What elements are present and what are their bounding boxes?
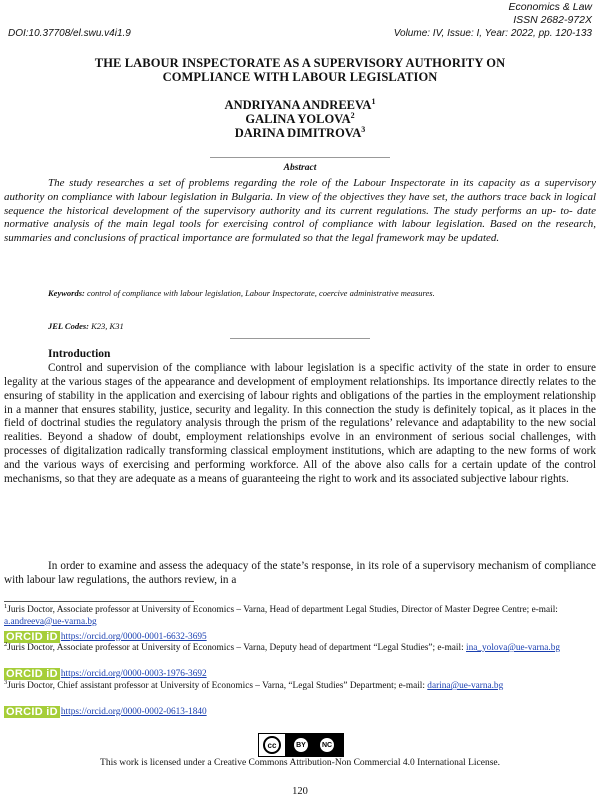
orcid-link[interactable]: https://orcid.org/0000-0001-6632-3695 <box>60 631 207 642</box>
article-title-line2: COMPLIANCE WITH LABOUR LEGISLATION <box>162 70 438 84</box>
cc-icon: cc <box>263 736 281 754</box>
author-1: ANDRIYANA ANDREEVA$^1$ <box>224 96 376 112</box>
keywords <box>4 287 596 299</box>
jel-label: JEL Codes: <box>48 321 90 331</box>
page-number: 120 <box>292 786 308 797</box>
body-paragraph-2: In order to examine and assess the adequacy of the state’s response, in its role of a supervisory mechanism of compliance with labour law regulations, the authors review, in a <box>4 560 596 586</box>
orcid-link[interactable]: https://orcid.org/0000-0003-1976-3692 <box>60 668 207 679</box>
introduction-heading: Introduction <box>48 348 111 360</box>
section-divider <box>230 338 370 339</box>
keywords-label: Keywords: <box>48 288 85 298</box>
author-list <box>0 98 600 140</box>
orcid-row-3 <box>4 706 207 718</box>
article-title <box>20 56 580 84</box>
keywords-text: control of compliance with labour legislation, Labour Inspectorate, coercive administrative measures. <box>86 288 435 298</box>
license-text: This work is licensed under a Creative Commons Attribution-Non Commercial 4.0 International License. <box>100 758 500 768</box>
journal-name: Economics & Law <box>508 1 592 13</box>
noncommercial-icon: NC <box>320 738 334 752</box>
author-3: DARINA DIMITROVA$^3$ <box>234 124 366 140</box>
creative-commons-logo[interactable] <box>258 733 344 757</box>
orcid-badge-icon: ORCID iD <box>6 668 58 680</box>
abstract-divider <box>210 157 390 158</box>
journal-volume: Volume: IV, Issue: I, Year: 2022, pp. 120-133 <box>393 28 592 39</box>
footnote-2: $^2$Juris Doctor, Associate professor at University of Economics – Varna, Deputy head of department “Legal Studies”; e-mail: ina_yolova@ue-varna.bg <box>4 640 561 653</box>
orcid-row-2 <box>4 668 207 680</box>
jel-codes <box>48 321 124 331</box>
footnote-1: $^1$Juris Doctor, Associate professor at University of Economics – Varna, Head of department Legal Studies, Director of Master Degree Centre; e-mail: a.andreeva@ue-varna.bg <box>4 602 558 627</box>
jel-text: K23, K31 <box>91 321 124 331</box>
orcid-badge-icon: ORCID iD <box>6 631 58 643</box>
article-title-line1: THE LABOUR INSPECTORATE AS A SUPERVISORY AUTHORITY ON <box>94 56 506 70</box>
email-link[interactable]: ina_yolova@ue-varna.bg <box>466 643 561 653</box>
body-paragraph-1: Control and supervision of the compliance with labour legislation is a specific activity of the state in order to ensure legality at the various stages of the appearance and development of employment relationships. Its importance directly relates to the ensuring of stability in the application and exercising of labour rights and obligations of the parties in the employment relationship in a manner that ensures stability, justice, security and legality. In this connection the study is definitely topical, as it places in the field of doctrinal studies the regulatory analysis through the prism of the regulations’ relevance and adaptability to the new social realities. Beyond a shadow of doubt, employment relationships evolve in an environment of serious social challenges, with processes of digitalization radically transforming classical employment institutions, which are adapting to the new forms of work and the various ways of exercising and performing workforce. All of the above also calls for a certain update of the control mechanisms, so that they are adequate as a means of guaranteeing the right to work and its associated subjective labour rights. <box>4 362 596 485</box>
email-link[interactable]: darina@ue-varna.bg <box>427 681 504 691</box>
attribution-icon: BY <box>294 738 308 752</box>
footnote-divider <box>4 601 194 602</box>
article-doi: DOI:10.37708/el.swu.v4i1.9 <box>8 28 131 39</box>
orcid-row-1 <box>4 631 207 643</box>
journal-issn: ISSN 2682-972X <box>513 14 592 26</box>
author-2: GALINA YOLOVA$^2$ <box>245 110 355 126</box>
email-link[interactable]: a.andreeva@ue-varna.bg <box>4 616 97 627</box>
abstract-text: The study researches a set of problems regarding the role of the Labour Inspectorate in its capacity as a supervisory authority on compliance with labour legislation in Bulgaria. In view of the objectives they have set, the authors trace back in logical sequence the historical development of the supervisory authority and its current regulations. The study performs an up- to- date normative analysis of the main legal tools for exercising control of compliance with labour legislation. Based on the research, summaries and conclusions of practical importance are formulated so that the legal framework may be updated. <box>4 177 596 245</box>
abstract-heading: Abstract <box>283 163 317 173</box>
orcid-link[interactable]: https://orcid.org/0000-0002-0613-1840 <box>60 706 207 717</box>
orcid-badge-icon: ORCID iD <box>6 706 58 718</box>
footnote-3: $^3$Juris Doctor, Chief assistant professor at University of Economics – Varna, “Legal Studies” Department; e-mail: darina@ue-varna.bg <box>4 678 504 691</box>
